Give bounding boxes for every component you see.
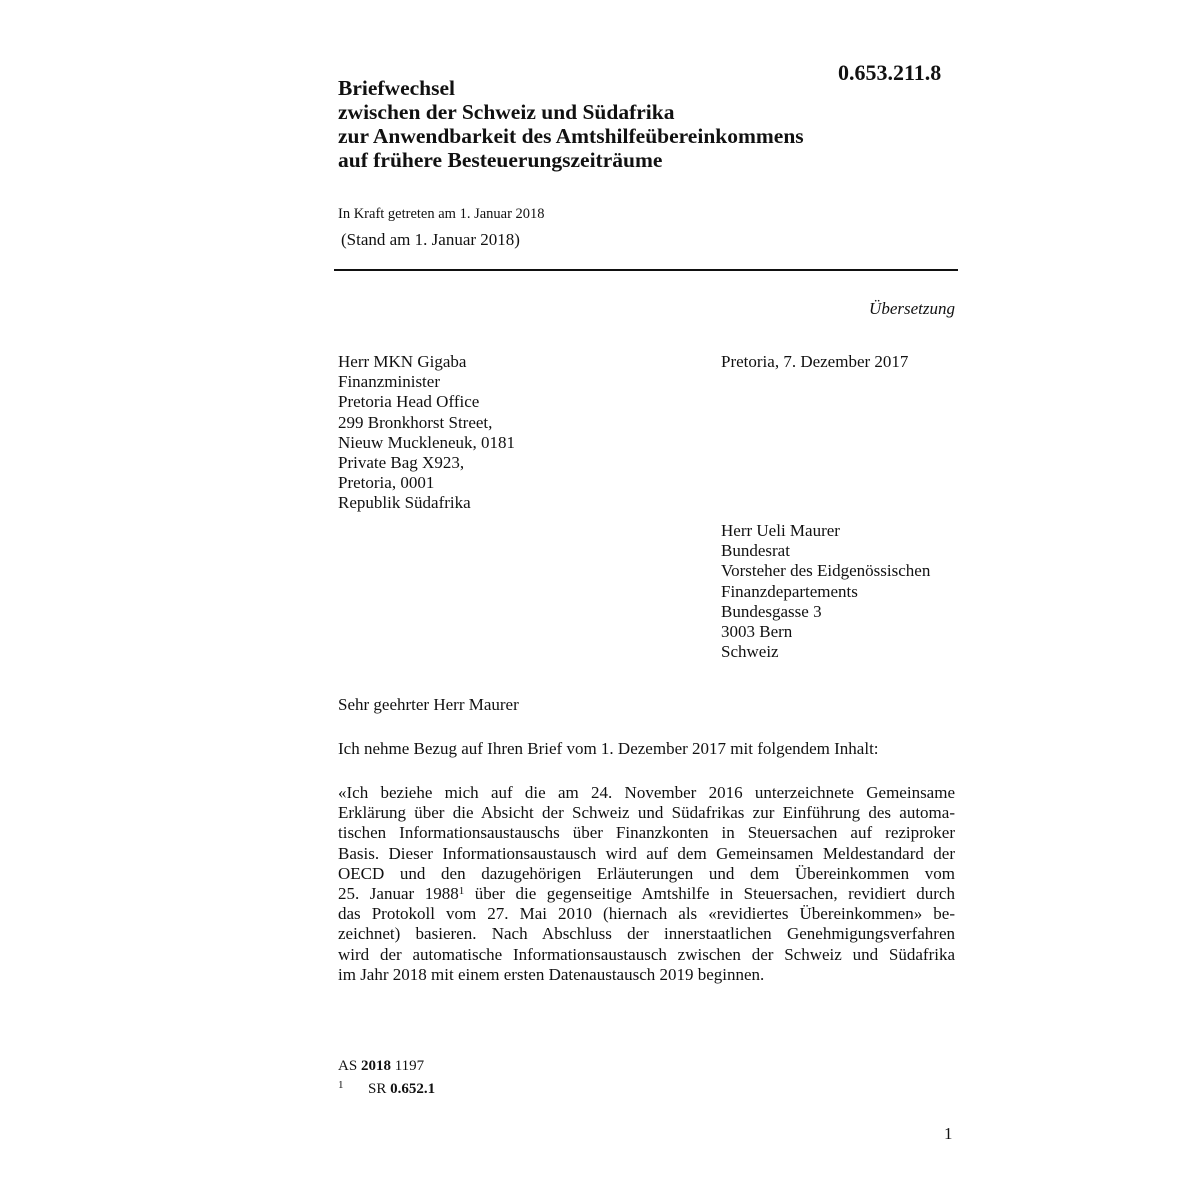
intro-paragraph: Ich nehme Bezug auf Ihren Brief vom 1. Dezember 2017 mit folgendem Inhalt: [338, 739, 879, 758]
salutation: Sehr geehrter Herr Maurer [338, 695, 519, 714]
paragraph-line: «Ich beziehe mich auf die am 24. November 2016 unterzeichnete Gemeinsame [338, 783, 955, 802]
footnote-marker: 1 [338, 1079, 344, 1091]
address-line: Herr MKN Gigaba [338, 352, 467, 371]
status-date: (Stand am 1. Januar 2018) [341, 230, 520, 249]
title-line: zur Anwendbarkeit des Amtshilfeübereinkommens [338, 124, 804, 148]
paragraph-line: Basis. Dieser Informationsaustausch wird auf dem Gemeinsamen Meldestandard der [338, 843, 955, 863]
paragraph-line: im Jahr 2018 mit einem ersten Datenaustausch 2019 beginnen. [338, 964, 765, 984]
address-line: Schweiz [721, 642, 779, 662]
sender-address [721, 521, 930, 662]
page-number: 1 [944, 1124, 953, 1143]
address-line: Republik Südafrika [338, 493, 471, 513]
recipient-address [338, 352, 515, 514]
address-line: Herr Ueli Maurer [721, 521, 840, 540]
title-line: auf frühere Besteuerungszeiträume [338, 148, 663, 172]
title-line: zwischen der Schweiz und Südafrika [338, 100, 675, 124]
paragraph-line: das Protokoll vom 27. Mai 2010 (hiernach als «revidiertes Übereinkommen» be- [338, 904, 955, 924]
header-divider [334, 269, 958, 271]
quoted-letter-paragraph [338, 783, 955, 985]
footnote-sr-number: 0.652.1 [390, 1081, 436, 1097]
address-line: Finanzminister [338, 372, 440, 392]
address-line: Pretoria, 0001 [338, 473, 435, 493]
address-line: Pretoria Head Office [338, 392, 480, 412]
paragraph-line: OECD und den dazugehörigen Erläuterungen und dem Übereinkommen vom [338, 863, 955, 883]
paragraph-line [338, 884, 955, 904]
document-title [338, 76, 804, 172]
line-start: 25. Januar 1988 [338, 884, 459, 904]
as-label: AS [338, 1058, 361, 1074]
paragraph-line: Erklärung über die Absicht der Schweiz und Südafrikas zur Einführung des automa- [338, 803, 955, 823]
line-end: über die gegenseitige Amtshilfe in Steuersachen, revidiert durch [464, 884, 955, 904]
address-line: Bundesgasse 3 [721, 601, 822, 621]
address-line: 299 Bronkhorst Street, [338, 412, 493, 432]
sr-number: 0.653.211.8 [838, 60, 942, 85]
title-line: Briefwechsel [338, 76, 456, 100]
address-line: Nieuw Muckleneuk, 0181 [338, 432, 516, 452]
address-line: Finanzdepartements [721, 581, 858, 601]
footnote [338, 1079, 435, 1098]
in-force-date: In Kraft getreten am 1. Januar 2018 [338, 206, 545, 222]
as-page: 1197 [390, 1058, 425, 1074]
paragraph-line: wird der automatische Informationsaustausch zwischen der Schweiz und Südafrika [338, 944, 955, 964]
as-reference [338, 1058, 424, 1075]
address-line: Bundesrat [721, 541, 790, 561]
footnote-reference: 1 [458, 885, 465, 898]
paragraph-line: zeichnet) basieren. Nach Abschluss der innerstaatlichen Genehmigungsverfahren [338, 924, 955, 944]
place-date: Pretoria, 7. Dezember 2017 [721, 352, 909, 371]
translation-note: Übersetzung [869, 299, 955, 318]
address-line: Vorsteher des Eidgenössischen [721, 561, 931, 581]
footnote-prefix: SR [368, 1081, 391, 1097]
address-line: Private Bag X923, [338, 453, 465, 473]
address-line: 3003 Bern [721, 622, 793, 642]
paragraph-line: tischen Informationsaustauschs über Finanzkonten in Steuersachen auf reziproker [338, 823, 955, 843]
as-year: 2018 [360, 1058, 391, 1074]
